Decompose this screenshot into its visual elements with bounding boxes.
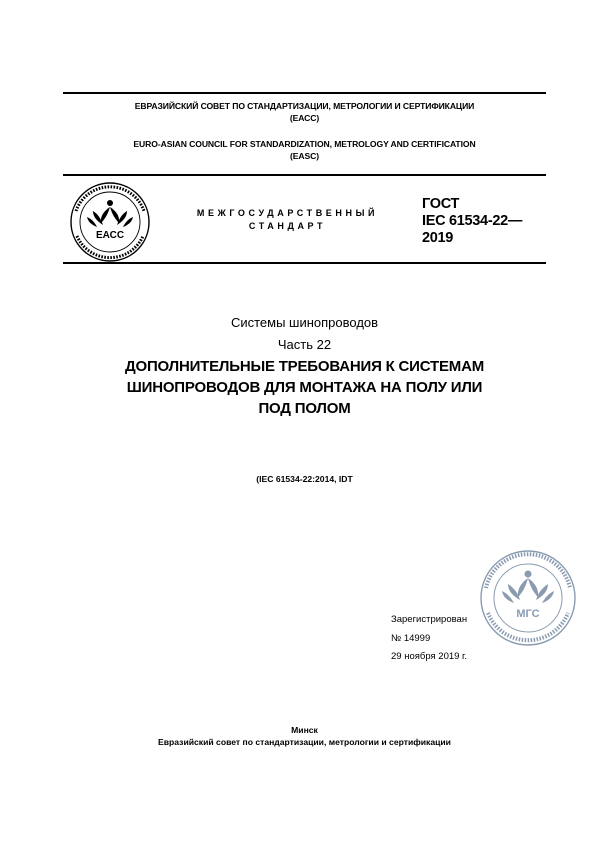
stamp-text: МГС xyxy=(516,608,540,620)
registration-date: 29 ноября 2019 г. xyxy=(391,651,467,662)
standard-type-line2: СТАНДАРТ xyxy=(248,221,327,231)
registration-label: Зарегистрирован xyxy=(391,614,468,625)
standard-divider xyxy=(63,262,546,264)
standard-type-line1: МЕЖГОСУДАРСТВЕННЫЙ xyxy=(196,208,379,218)
footer-publisher: Евразийский совет по стандартизации, метрологии и сертификации xyxy=(158,737,451,747)
council-name-en: EURO-ASIAN COUNCIL FOR STANDARDIZATION, METROLOGY AND CERTIFICATION xyxy=(133,139,476,149)
top-rule xyxy=(63,92,546,94)
gost-line2: IEC 61534-22— xyxy=(422,213,523,229)
council-abbr-ru: (ЕАСС) xyxy=(289,113,320,123)
gost-designation xyxy=(422,196,552,247)
gost-line1: ГОСТ xyxy=(422,196,460,212)
easc-logo xyxy=(67,181,153,263)
footer-city: Минск xyxy=(291,725,318,735)
iec-identifier: (IEC 61534-22:2014, IDT xyxy=(256,474,353,484)
council-abbr-en: (EASC) xyxy=(290,151,319,161)
header-divider xyxy=(63,174,546,176)
document-subtitle: Системы шинопроводов xyxy=(230,315,379,330)
document-title-line2: ШИНОПРОВОДОВ ДЛЯ МОНТАЖА НА ПОЛУ ИЛИ xyxy=(126,379,483,396)
logo-text: ЕАСС xyxy=(95,230,125,241)
document-title-line1: ДОПОЛНИТЕЛЬНЫЕ ТРЕБОВАНИЯ К СИСТЕМАМ xyxy=(124,358,485,375)
council-name-ru: ЕВРАЗИЙСКИЙ СОВЕТ ПО СТАНДАРТИЗАЦИИ, МЕТРОЛОГИИ И СЕРТИФИКАЦИИ xyxy=(134,101,475,111)
gost-line3: 2019 xyxy=(422,230,454,246)
document-title-line3: ПОД ПОЛОМ xyxy=(258,400,351,417)
document-part: Часть 22 xyxy=(277,337,332,352)
mgs-stamp xyxy=(478,548,578,648)
easc-emblem-icon xyxy=(67,181,153,263)
registration-number: № 14999 xyxy=(391,633,431,644)
mgs-stamp-icon xyxy=(478,548,578,648)
